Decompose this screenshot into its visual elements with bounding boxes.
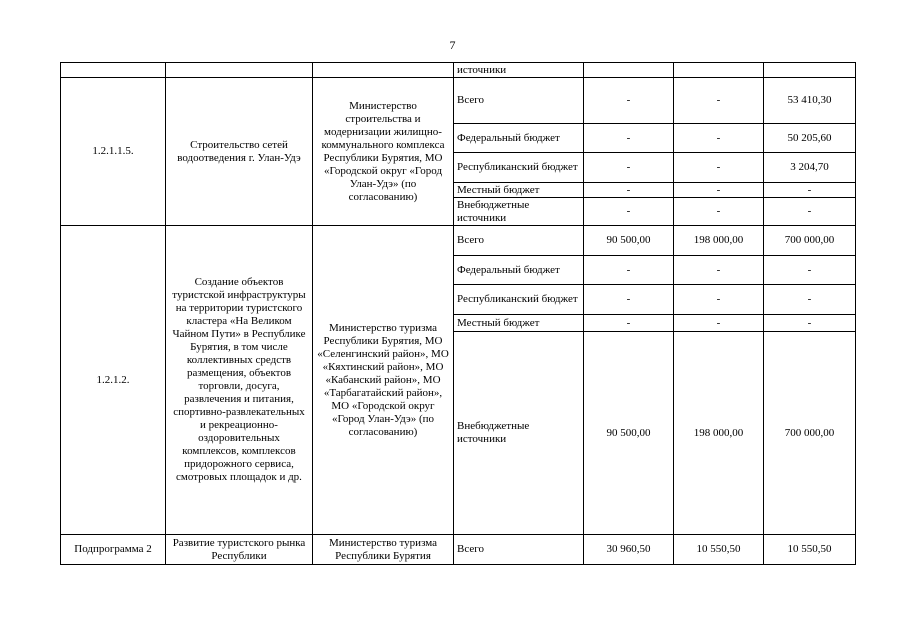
cell-value: - bbox=[674, 198, 764, 226]
cell-name: Развитие туристского рынка Республики bbox=[166, 535, 313, 565]
cell-source: Внебюджетные источники bbox=[454, 198, 584, 226]
cell-name: Создание объектов туристской инфраструктуры на территории туристского кластера «На Великом Чайном Пути» в Республике Бурятия, в том числе коллективных средств размещения, объектов торговли, досуга, развлечения и питания, спортивно-развлекательных и рекреационно-оздоровительных комплексов, комплексов придорожного сервиса, смотровых площадок и др. bbox=[166, 226, 313, 535]
cell-source: Всего bbox=[454, 535, 584, 565]
cell-value: - bbox=[764, 256, 856, 285]
page-number: 7 bbox=[449, 38, 456, 52]
cell-value: - bbox=[584, 78, 674, 124]
table-row bbox=[61, 535, 856, 565]
cell-value bbox=[674, 63, 764, 78]
table-row bbox=[61, 78, 856, 124]
table-row bbox=[61, 226, 856, 256]
budget-table bbox=[60, 62, 856, 565]
cell-source: Внебюджетные источники bbox=[454, 332, 584, 535]
cell-source: источники bbox=[454, 63, 584, 78]
cell-value: - bbox=[584, 285, 674, 315]
cell-value: - bbox=[764, 315, 856, 332]
cell-name bbox=[166, 63, 313, 78]
cell-executor bbox=[313, 63, 454, 78]
cell-value bbox=[764, 63, 856, 78]
cell-value: - bbox=[584, 183, 674, 198]
cell-code: Подпрограмма 2 bbox=[61, 535, 166, 565]
cell-value: 10 550,50 bbox=[674, 535, 764, 565]
cell-source: Федеральный бюджет bbox=[454, 124, 584, 153]
cell-code: 1.2.1.1.5. bbox=[61, 78, 166, 226]
cell-value: 53 410,30 bbox=[764, 78, 856, 124]
cell-value: - bbox=[764, 285, 856, 315]
cell-value: - bbox=[674, 315, 764, 332]
cell-name: Строительство сетей водоотведения г. Улан-Удэ bbox=[166, 78, 313, 226]
cell-executor: Министерство туризма Республики Бурятия bbox=[313, 535, 454, 565]
cell-value: 198 000,00 bbox=[674, 332, 764, 535]
cell-value: - bbox=[674, 183, 764, 198]
cell-value: - bbox=[674, 153, 764, 183]
cell-executor: Министерство туризма Республики Бурятия, МО «Селенгинский район», МО «Кяхтинский район», МО «Кабанский район», МО «Тарбагатайский район», МО «Городской округ «Город Улан-Удэ» (по согласованию) bbox=[313, 226, 454, 535]
cell-value: - bbox=[584, 256, 674, 285]
cell-value: - bbox=[674, 285, 764, 315]
cell-value: 198 000,00 bbox=[674, 226, 764, 256]
cell-executor: Министерство строительства и модернизации жилищно-коммунального комплекса Республики Бурятия, МО «Городской округ «Город Улан-Удэ» (по согласованию) bbox=[313, 78, 454, 226]
cell-value: - bbox=[674, 78, 764, 124]
cell-value: - bbox=[584, 124, 674, 153]
cell-value: 700 000,00 bbox=[764, 226, 856, 256]
cell-source: Республиканский бюджет bbox=[454, 285, 584, 315]
cell-value: 30 960,50 bbox=[584, 535, 674, 565]
table-row bbox=[61, 63, 856, 78]
cell-source: Всего bbox=[454, 226, 584, 256]
cell-value: - bbox=[584, 153, 674, 183]
cell-source: Местный бюджет bbox=[454, 315, 584, 332]
cell-source: Местный бюджет bbox=[454, 183, 584, 198]
cell-value: - bbox=[584, 198, 674, 226]
cell-code: 1.2.1.2. bbox=[61, 226, 166, 535]
cell-source: Федеральный бюджет bbox=[454, 256, 584, 285]
cell-value: 3 204,70 bbox=[764, 153, 856, 183]
cell-value: 90 500,00 bbox=[584, 226, 674, 256]
cell-value: - bbox=[674, 256, 764, 285]
cell-value: 10 550,50 bbox=[764, 535, 856, 565]
cell-value: - bbox=[764, 198, 856, 226]
cell-value: - bbox=[584, 315, 674, 332]
cell-source: Всего bbox=[454, 78, 584, 124]
cell-value: - bbox=[764, 183, 856, 198]
cell-value: 700 000,00 bbox=[764, 332, 856, 535]
cell-source: Республиканский бюджет bbox=[454, 153, 584, 183]
cell-value bbox=[584, 63, 674, 78]
cell-value: 50 205,60 bbox=[764, 124, 856, 153]
cell-value: - bbox=[674, 124, 764, 153]
cell-code bbox=[61, 63, 166, 78]
cell-value: 90 500,00 bbox=[584, 332, 674, 535]
